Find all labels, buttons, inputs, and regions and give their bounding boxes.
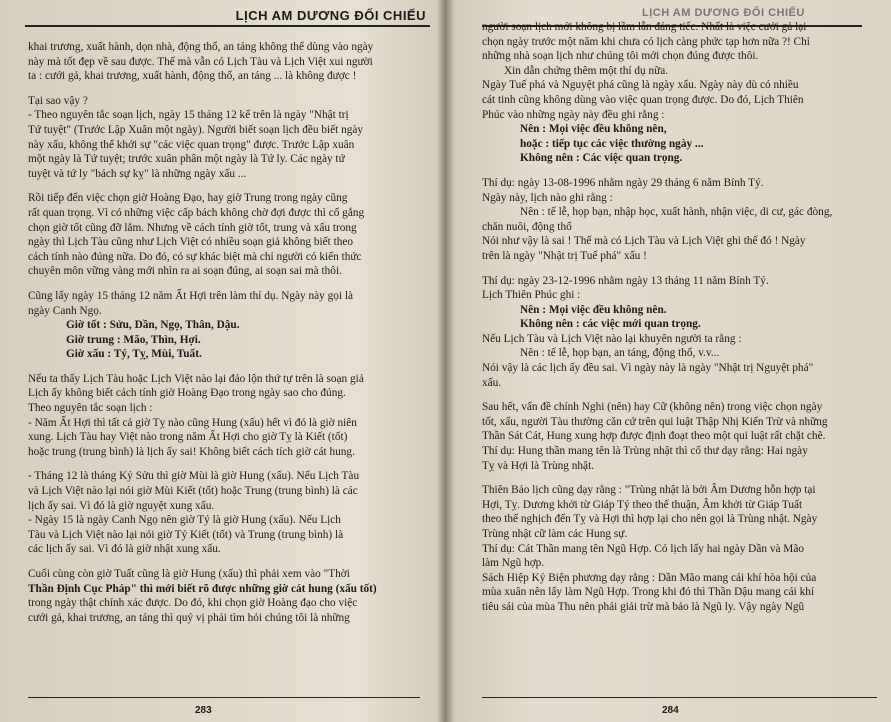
text-line: Sau hết, vấn đề chính Nghi (nên) hay Cữ (không nên) trong việc chọn ngày: [482, 401, 823, 414]
footer-rule: [482, 697, 877, 698]
text-line: Lịch Thiên Phúc ghi :: [482, 289, 581, 302]
footer-rule: [28, 697, 420, 698]
text-line: - Theo nguyên tắc soạn lịch, ngày 15 tháng 12 kể trên là ngày "Nhật trị: [28, 109, 349, 122]
text-line: Xin dẫn chứng thêm một thí dụ nữa.: [504, 64, 669, 77]
text-line: cưới gả, khai trương, an táng thì quý vị phải tìm hỏi chúng tôi là những: [28, 611, 350, 624]
text-line: tuyệt và tứ ly "bách sự kỵ" là những ngày xấu ...: [28, 167, 247, 180]
text-line: Sách Hiệp Kỷ Biện phương dạy rằng : Dần Mão mang cái khí hòa hội của: [482, 571, 817, 584]
text-line: ngày Canh Ngọ.: [28, 304, 102, 317]
right-header-title: LỊCH AM DƯƠNG ĐỐI CHIẾU: [642, 7, 805, 19]
text-line: Thần Định Cục Pháp" thì mới biết rõ được những giờ cát hung (xấu tốt): [28, 582, 377, 595]
text-line: trong ngày thật chính xác được. Do đó, khi chọn giờ Hoàng đạo cho việc: [28, 597, 358, 610]
text-line: Nói vậy là các lịch ấy đều sai. Vì ngày này là ngày "Nhật trị Nguyệt phá": [482, 362, 814, 375]
text-line: xấu.: [482, 376, 502, 389]
text-line: này xấu, không thể khởi sự "các việc quan trọng" được. Trước Lập xuân: [28, 138, 355, 151]
text-line: Nên : Mọi việc đều không nên,: [520, 123, 667, 136]
text-line: trên là ngày "Nhật trị Tuế phá" xấu !: [482, 249, 647, 262]
text-line: khai trương, xuất hành, dọn nhà, động thổ, an táng không thể dùng vào ngày: [28, 41, 374, 53]
text-line: Thí dụ: ngày 23-12-1996 nhằm ngày 13 tháng 11 năm Bính Tý.: [482, 274, 769, 287]
text-line: người soạn lịch mới không bị lầm lẫn đáng tiếc. Nhất là việc cưới gả lại: [482, 21, 807, 33]
text-line: Ngày này, lịch nào ghi rằng :: [482, 191, 613, 204]
text-line: chọn giờ tốt cũng đỡ lắm. Nhưng về cách tính giờ tốt, trung và xấu trong: [28, 221, 357, 234]
text-line: - Năm Ất Hợi thì tất cả giờ Tỵ nào cũng Hung (xấu) hết vì đó là giờ niên: [28, 416, 357, 429]
text-line: Thí dụ: Hung thần mang tên là Trùng nhật thì cổ thư dạy rằng: Hai ngày: [482, 445, 808, 458]
text-line: Tại sao vậy ?: [28, 94, 88, 107]
text-line: các lịch ấy sai. Vì đó là giờ nhật xung xấu.: [28, 543, 221, 556]
text-line: hoặc trung (trung bình) là lịch ấy sai! Không biết cách tích giờ cát hung.: [28, 445, 355, 458]
right-page-body: [482, 20, 877, 615]
text-line: Thiên Bảo lịch cũng dạy rằng : "Trùng nhật là bởi Âm Dương hỗn hợp tại: [482, 484, 816, 497]
text-line: và Lịch Việt nào lại nói giờ Mùi Kiết (tốt) hoặc Trung (trung bình) là các: [28, 485, 358, 498]
text-line: Cuối cùng còn giờ Tuất cũng là giờ Hung (xấu) thì phải xem vào "Thời: [28, 568, 350, 580]
text-line: Thần Sát Cát, Hung xung hợp được định đoạt theo một qui luật rất chặt chẽ.: [482, 430, 826, 443]
text-line: tiêu sái của mùa Thu nên phải giải trừ mà bảo là Ngũ ly. Vậy ngày Ngũ: [482, 600, 805, 613]
text-line: ngày thì Lịch Tàu cũng như Lịch Việt có nhiều soạn giả không biết theo: [28, 236, 354, 249]
text-line: Nên : Mọi việc đều không nên.: [520, 303, 667, 316]
text-line: Giờ tốt : Sửu, Dần, Ngọ, Thân, Dậu.: [66, 319, 240, 332]
left-page-body: [28, 40, 420, 625]
text-line: Tứ tuyệt" (Trước Lập Xuân một ngày). Người biết soạn lịch đều biết ngày: [28, 123, 364, 136]
text-line: cách tính nào đúng nữa. Do đó, có sự khác biệt mà chỉ người có kiến thức: [28, 250, 362, 263]
text-line: Theo nguyên tắc soạn lịch :: [28, 402, 153, 415]
text-line: cát tinh cũng không dùng vào việc quan trọng được. Do đó, Lịch Thiên: [482, 93, 804, 106]
right-page-number: 284: [662, 705, 679, 716]
text-line: Giờ trung : Mão, Thìn, Hợi.: [66, 333, 201, 346]
text-line: Nên : tế lễ, họp bạn, nhập học, xuất hành, nhận việc, di cư, gác đòng,: [520, 206, 833, 219]
text-line: mùa xuân nên lấy làm Ngũ Hợp. Trong khi đó thì Thần Dậu mang cái khí: [482, 586, 815, 599]
text-line: Không nên : các việc mới quan trọng.: [520, 318, 701, 331]
text-line: tốt, xấu, người Tàu thường căn cứ trên qui luật Thập Nhị Kiến Trừ và những: [482, 415, 828, 428]
left-page-header: [25, 3, 430, 27]
text-line: chăn nuôi, động thổ: [482, 220, 572, 233]
text-line: rất quan trọng. Vì có những việc cấp bách không chờ đợi được thì cố gắng: [28, 206, 365, 219]
text-line: Tàu và Lịch Việt nào lại nói giờ Tý Kiết (tốt) và Trung (trung bình) là: [28, 528, 344, 541]
text-line: làm Ngũ hợp.: [482, 557, 545, 570]
text-line: Thí dụ: Cát Thần mang tên Ngũ Hợp. Có lịch lấy hai ngày Dần và Mão: [482, 542, 805, 555]
text-line: Rồi tiếp đến việc chọn giờ Hoàng Đạo, hay giờ Trung trong ngày cũng: [28, 192, 348, 205]
text-line: Nói như vậy là sai ! Thế mà có Lịch Tàu và Lịch Việt ghi thế đó ! Ngày: [482, 235, 806, 248]
text-line: Nếu Lịch Tàu và Lịch Việt nào lại khuyên người ta rằng :: [482, 332, 742, 345]
text-line: Giờ xấu : Tý, Tỵ, Mùi, Tuất.: [66, 348, 202, 361]
text-line: ta : cưới gả, khai trương, xuất hành, động thổ, an táng ... là không được !: [28, 70, 357, 83]
left-header-title: LỊCH AM DƯƠNG ĐỐI CHIẾU: [235, 8, 426, 23]
text-line: - Tháng 12 là tháng Kỷ Sửu thì giờ Mùi là giờ Hung (xấu). Nếu Lịch Tàu: [28, 470, 360, 483]
text-line: - Ngày 15 là ngày Canh Ngọ nên giờ Tý là giờ Hung (xấu). Nếu Lịch: [28, 514, 341, 527]
text-line: Trùng nhật cữ làm các Hung sự.: [482, 528, 628, 540]
text-line: xung. Lịch Tàu hay Việt nào trong năm Ất Hợi cho giờ Tỵ là Kiết (tốt): [28, 431, 348, 444]
text-line: Cũng lấy ngày 15 tháng 12 năm Ất Hợi trên làm thí dụ. Ngày này gọi là: [28, 289, 354, 302]
text-line: Ngày Tuế phá và Nguyệt phá cũng là ngày xấu. Ngày này dù có nhiều: [482, 79, 799, 92]
text-line: chuyên môn vững vàng mới nhìn ra ai soạn đúng, ai soạn sai mà thôi.: [28, 265, 342, 278]
left-page: [0, 0, 440, 722]
text-line: chọn ngày trước một năm khi chưa có lịch càng phức tạp hơn nữa ?! Chỉ: [482, 35, 810, 48]
text-line: lịch ấy sai. Vì đó là giờ nguyệt xung xấu.: [28, 499, 215, 512]
text-line: Không nên : Các việc quan trọng.: [520, 152, 683, 165]
left-page-number: 283: [195, 705, 212, 716]
text-line: Hợi, Tỵ. Dương khởi từ Giáp Tý theo thế thuận, Âm khởi từ Giáp Tuất: [482, 498, 803, 511]
text-line: hoặc : tiếp tục các việc thường ngày ...: [520, 137, 704, 150]
text-line: Nếu ta thấy Lịch Tàu hoặc Lịch Việt nào lại đảo lộn thứ tự trên là soạn giả: [28, 372, 364, 385]
text-line: Thí dụ: ngày 13-08-1996 nhằm ngày 29 tháng 6 năm Bính Tý.: [482, 176, 764, 189]
right-page: [452, 0, 891, 722]
text-line: Lịch ấy không biết cách tính giờ Hoàng Đạo trong ngày sao cho đúng.: [28, 387, 346, 400]
text-line: một ngày là Tứ tuyệt; trước xuân phân một ngày là Tứ ly. Các ngày tứ: [28, 153, 345, 166]
text-line: Phúc vào những ngày này đều ghi rằng :: [482, 108, 665, 121]
text-line: Nên : tế lễ, họp bạn, an táng, động thổ, v.v...: [520, 347, 720, 360]
text-line: Tỵ và Hợi là Trùng nhật.: [482, 459, 595, 472]
text-line: theo thế nghịch đến Tỵ và Hợi thì hợp lại cho nên gọi là Trùng nhật. Ngày: [482, 513, 818, 526]
text-line: những nhà soạn lịch như chúng tôi mới chọn đúng được thôi.: [482, 50, 759, 63]
text-line: này mà tốt đẹp về sau được. Thế mà vẫn có Lịch Tàu và Lịch Việt xui người: [28, 55, 373, 68]
